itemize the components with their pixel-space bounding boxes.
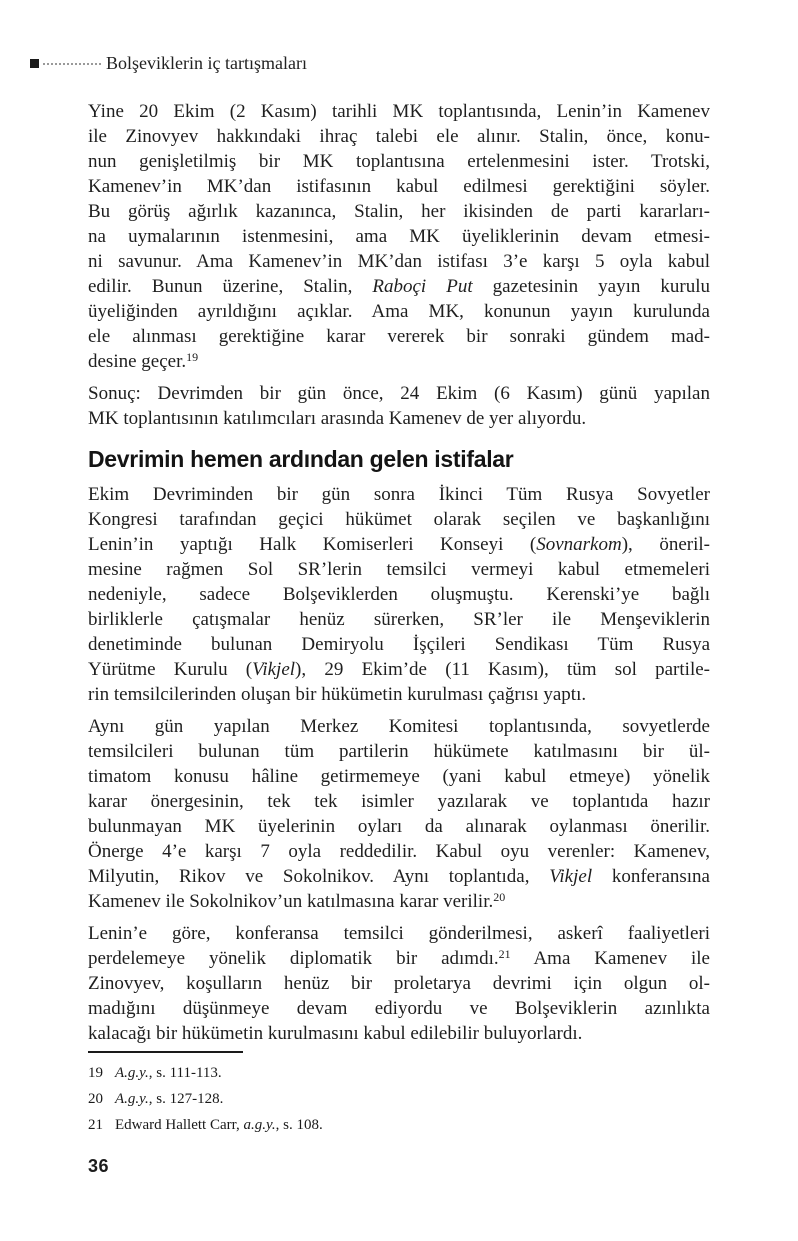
running-header-title: Bolşeviklerin iç tartışmaları xyxy=(106,52,307,73)
paragraph xyxy=(88,99,710,374)
text-line xyxy=(88,507,710,532)
text-line xyxy=(88,381,710,406)
text-line xyxy=(88,249,710,274)
text-run: rin temsilcilerinden oluşan bir hükümetin kurulması çağrısı yaptı. xyxy=(88,684,587,705)
text-run: nun genişletilmiş bir MK toplantısına ertelenmesini ister. Trotski, xyxy=(88,151,710,172)
text-run: Kongresi tarafından geçici hükümet olarak seçilen ve başkanlığını xyxy=(88,509,710,530)
text-run: Ekim Devriminden bir gün sonra İkinci Tüm Rusya Sovyetler xyxy=(88,484,710,505)
footnote-ref: 20 xyxy=(493,890,506,904)
text-run: Yine 20 Ekim (2 Kasım) tarihli MK toplantısında, Lenin’in Kamenev xyxy=(88,101,710,122)
text-run: Milyutin, Rikov ve Sokolnikov. Aynı toplantıda, xyxy=(88,866,550,887)
text-run: Aynı gün yapılan Merkez Komitesi toplantısında, sovyetlerde xyxy=(88,716,710,737)
text-run: timatom konusu hâline getirmemeye (yani kabul etmeye) yönelik xyxy=(88,766,710,787)
text-line xyxy=(88,657,710,682)
text-line xyxy=(88,349,710,374)
text-run: desine geçer. xyxy=(88,351,187,372)
text-run: nedeniyle, sadece Bolşeviklerden oluşmuştu. Kerenski’ye bağlı xyxy=(88,584,710,605)
text-line xyxy=(88,864,710,889)
text-run: gazetesinin yayın kurulu xyxy=(472,276,711,297)
paragraph xyxy=(88,921,710,1046)
section-heading: Devrimin hemen ardından gelen istifalar xyxy=(88,446,514,472)
footnote-number: 21 xyxy=(88,1117,103,1133)
text-run: bulunmayan MK üyelerinin oyları da alınarak oylanması önerilir. xyxy=(88,816,710,837)
text-run: , s. 108. xyxy=(275,1117,323,1133)
text-line xyxy=(88,299,710,324)
text-run: Kamenev’in MK’dan istifasının kabul edilmesi gerektiğini söyler. xyxy=(88,176,710,197)
text-run: madığını düşünmeye devam ediyordu ve Bolşeviklerin azınlıkta xyxy=(88,998,710,1019)
text-line xyxy=(88,839,710,864)
text-line xyxy=(88,996,710,1021)
footnote xyxy=(88,1060,710,1086)
text-line xyxy=(88,482,710,507)
text-line xyxy=(88,682,710,707)
text-line xyxy=(88,764,710,789)
text-line xyxy=(88,789,710,814)
text-run: kalacağı bir hükümetin kurulmasını kabul edilebilir buluyorlardı. xyxy=(88,1023,583,1044)
footnote xyxy=(88,1112,710,1138)
text-run: ), öneril- xyxy=(621,534,710,555)
footnote-list xyxy=(88,1060,710,1138)
text-run: Lenin’in yaptığı Halk Komiserleri Konseyi ( xyxy=(88,534,537,555)
text-run: Raboçi Put xyxy=(372,276,473,297)
text-run: Zinovyev, koşulların henüz bir proletarya devrimi için olgun ol- xyxy=(88,973,710,994)
text-line xyxy=(88,124,710,149)
text-line xyxy=(88,274,710,299)
footnote-ref: 21 xyxy=(498,947,511,961)
dotted-leader xyxy=(43,63,101,65)
footnote-area xyxy=(88,1051,710,1138)
text-line xyxy=(88,532,710,557)
text-line xyxy=(88,739,710,764)
text-line xyxy=(88,1021,710,1046)
text-run: , s. 111-113. xyxy=(148,1065,222,1081)
text-line xyxy=(88,814,710,839)
text-run: na uymalarının istenmesini, ama MK üyeliklerinin devam etmesi- xyxy=(88,226,710,247)
text-run: Yürütme Kurulu ( xyxy=(88,659,253,680)
text-line xyxy=(88,971,710,996)
text-run: Vikjel xyxy=(252,659,296,680)
text-line xyxy=(88,406,710,431)
text-line xyxy=(88,714,710,739)
paragraph xyxy=(88,714,710,914)
text-run: Edward Hallett Carr, xyxy=(115,1117,244,1133)
text-run: ele alınması gerektiğine karar vererek bir sonraki gündem mad- xyxy=(88,326,710,347)
text-run: ile Zinovyev hakkındaki ihraç talebi ele alınır. Stalin, önce, konu- xyxy=(88,126,710,147)
text-run: Kamenev ile Sokolnikov’un katılmasına karar verilir. xyxy=(88,891,494,912)
text-run: , s. 127-128. xyxy=(148,1091,224,1107)
text-run: üyeliğinden ayrıldığını açıklar. Ama MK, konunun yayın kurulunda xyxy=(88,301,710,322)
text-run: A.g.y. xyxy=(115,1065,149,1081)
text-run: konferansına xyxy=(592,866,710,887)
text-run: perdelemeye yönelik diplomatik bir adımdı. xyxy=(88,948,499,969)
text-run: denetiminde bulunan Demiryolu İşçileri Sendikası Tüm Rusya xyxy=(88,634,710,655)
text-run: Lenin’e göre, konferansa temsilci gönderilmesi, askerî faaliyetleri xyxy=(88,923,710,944)
text-run: a.g.y. xyxy=(243,1117,276,1133)
text-run: edilir. Bunun üzerine, Stalin, xyxy=(88,276,373,297)
text-line xyxy=(88,607,710,632)
footnote-number: 19 xyxy=(88,1065,103,1081)
text-run: MK toplantısının katılımcıları arasında Kamenev de yer alıyordu. xyxy=(88,408,587,429)
text-run: ni savunur. Ama Kamenev’in MK’dan istifası 3’e karşı 5 oyla kabul xyxy=(88,251,710,272)
square-bullet-icon xyxy=(30,59,39,68)
text-run: mesine rağmen Sol SR’lerin temsilci vermeyi kabul etmemeleri xyxy=(88,559,710,580)
text-line xyxy=(88,946,710,971)
text-run: Bu görüş ağırlık kazanınca, Stalin, her ikisinden de parti kararları- xyxy=(88,201,710,222)
text-line xyxy=(88,224,710,249)
text-run: Önerge 4’e karşı 7 oyla reddedilir. Kabul oyu verenler: Kamenev, xyxy=(88,841,710,862)
page-number: 36 xyxy=(88,1156,110,1176)
text-run: Ama Kamenev ile xyxy=(510,948,710,969)
text-run: birliklerle çatışmalar henüz sürerken, SR’ler ile Menşeviklerin xyxy=(88,609,710,630)
text-line xyxy=(88,199,710,224)
text-line xyxy=(88,557,710,582)
text-line xyxy=(88,324,710,349)
text-run: A.g.y. xyxy=(115,1091,149,1107)
text-line xyxy=(88,889,710,914)
text-line xyxy=(88,174,710,199)
footnote-ref: 19 xyxy=(186,350,199,364)
text-run: ), 29 Ekim’de (11 Kasım), tüm sol partile- xyxy=(295,659,710,680)
running-header xyxy=(30,52,307,74)
paragraph xyxy=(88,482,710,707)
footnote-rule xyxy=(88,1051,243,1053)
text-line xyxy=(88,632,710,657)
footnote xyxy=(88,1086,710,1112)
text-run: Sovnarkom xyxy=(536,534,622,555)
text-line xyxy=(88,921,710,946)
text-line xyxy=(88,149,710,174)
text-line xyxy=(88,99,710,124)
text-run: Vikjel xyxy=(549,866,593,887)
text-run: temsilcileri bulunan tüm partilerin hükümete katılmasını bir ül- xyxy=(88,741,710,762)
footnote-number: 20 xyxy=(88,1091,103,1107)
text-column xyxy=(88,99,710,1053)
paragraph xyxy=(88,381,710,431)
text-run: Sonuç: Devrimden bir gün önce, 24 Ekim (6 Kasım) günü yapılan xyxy=(88,383,710,404)
text-line xyxy=(88,582,710,607)
text-run: karar önergesinin, tek tek isimler yazılarak ve toplantıda hazır xyxy=(88,791,710,812)
